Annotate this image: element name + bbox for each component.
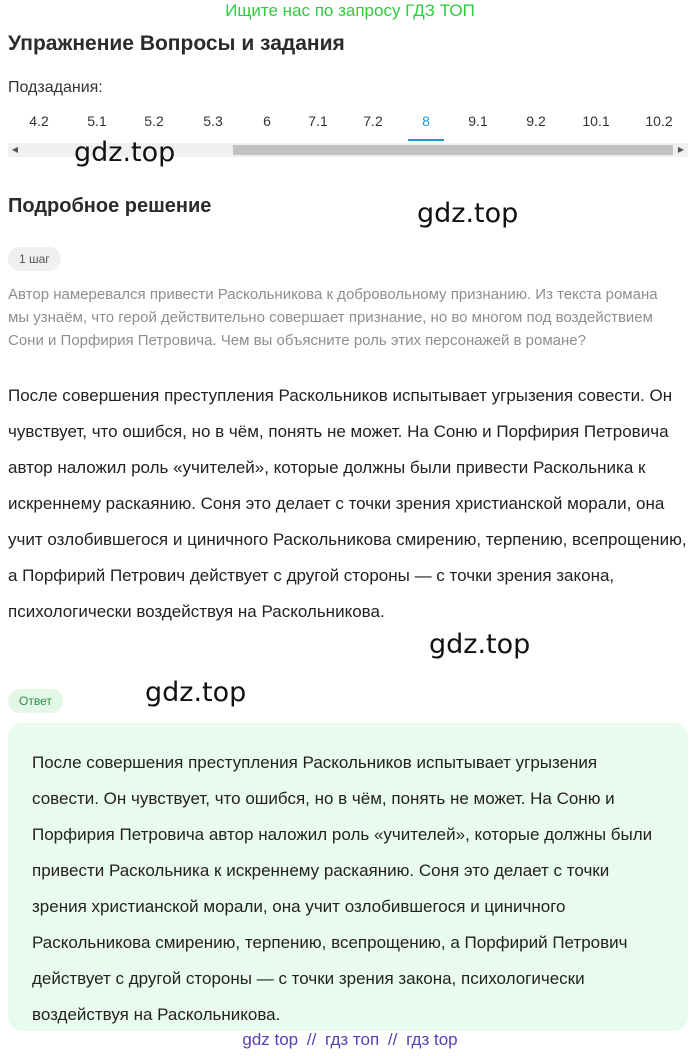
- subtask-tab[interactable]: 10.1: [582, 113, 610, 129]
- watermark: gdz.top: [417, 198, 519, 229]
- exercise-title: Упражнение Вопросы и задания: [8, 32, 345, 55]
- subtasks-label: Подзадания:: [8, 79, 103, 96]
- solution-heading: Подробное решение: [8, 195, 212, 217]
- subtask-tab[interactable]: 5.3: [203, 113, 223, 129]
- subtask-tab[interactable]: 6: [263, 113, 271, 129]
- footer-link[interactable]: gdz top: [242, 1030, 299, 1049]
- watermark: gdz.top: [74, 137, 176, 168]
- answer-text: После совершения преступления Раскольников испытывает угрызения совести. Он чувствует, что ошибся, но в чём, понять не может. На Соню и Порфирия Петровича автор наложил роль «учителей», которые должны были привести Раскольника к искреннему раскаянию. Соня это делает с точки зрения христианской морали, она учит озлобившегося и циничного Раскольникова смирению, терпению, всепрощению, а Порфирий Петрович действует с другой стороны — с точки зрения закона, психологически воздействуя на Раскольникова.: [32, 753, 653, 1024]
- watermark: gdz.top: [429, 629, 531, 660]
- footer-link[interactable]: гдз топ: [325, 1030, 380, 1049]
- answer-badge: Ответ: [8, 689, 63, 713]
- watermark: gdz.top: [145, 677, 247, 708]
- subtask-tab[interactable]: 7.1: [308, 113, 328, 129]
- subtask-tab[interactable]: 9.2: [526, 113, 546, 129]
- solution-text: После совершения преступления Раскольников испытывает угрызения совести. Он чувствует, что ошибся, но в чём, понять не может. На Соню и Порфирия Петровича автор наложил роль «учителей», которые должны были привести Раскольника к искреннему раскаянию. Соня это делает с точки зрения христианской морали, она учит озлобившегося и циничного Раскольникова смирению, терпению, всепрощению, а Порфирий Петрович действует с другой стороны — с точки зрения закона, психологически воздействуя на Раскольникова.: [8, 386, 687, 621]
- promo-banner[interactable]: Ищите нас по запросу ГДЗ ТОП: [225, 1, 475, 20]
- subtask-tab[interactable]: 7.2: [363, 113, 383, 129]
- scroll-right-arrow-icon[interactable]: ▶: [677, 145, 685, 154]
- question-text: Автор намеревался привести Раскольникова к добровольному признанию. Из текста романа мы узнаём, что герой действительно совершает признание, но во многом под воздействием Сони и Порфирия Петровича. Чем вы объясните роль этих персонажей в романе?: [8, 286, 658, 349]
- answer-box: [8, 723, 688, 1031]
- subtask-tab[interactable]: 5.2: [144, 113, 164, 129]
- step-badge: 1 шаг: [8, 247, 61, 271]
- subtask-tab[interactable]: 10.2: [645, 113, 673, 129]
- footer-link[interactable]: гдз top: [406, 1030, 458, 1049]
- subtask-tab[interactable]: 4.2: [29, 113, 49, 129]
- footer-links: [0, 1030, 700, 1050]
- subtask-tab-active[interactable]: 8: [402, 111, 450, 141]
- footer-separator: //: [387, 1030, 398, 1049]
- scrollbar-thumb[interactable]: [233, 145, 673, 155]
- subtask-tab[interactable]: 5.1: [87, 113, 107, 129]
- subtask-tab[interactable]: 9.1: [468, 113, 488, 129]
- footer-separator: //: [306, 1030, 317, 1049]
- scroll-left-arrow-icon[interactable]: ◀: [11, 145, 19, 154]
